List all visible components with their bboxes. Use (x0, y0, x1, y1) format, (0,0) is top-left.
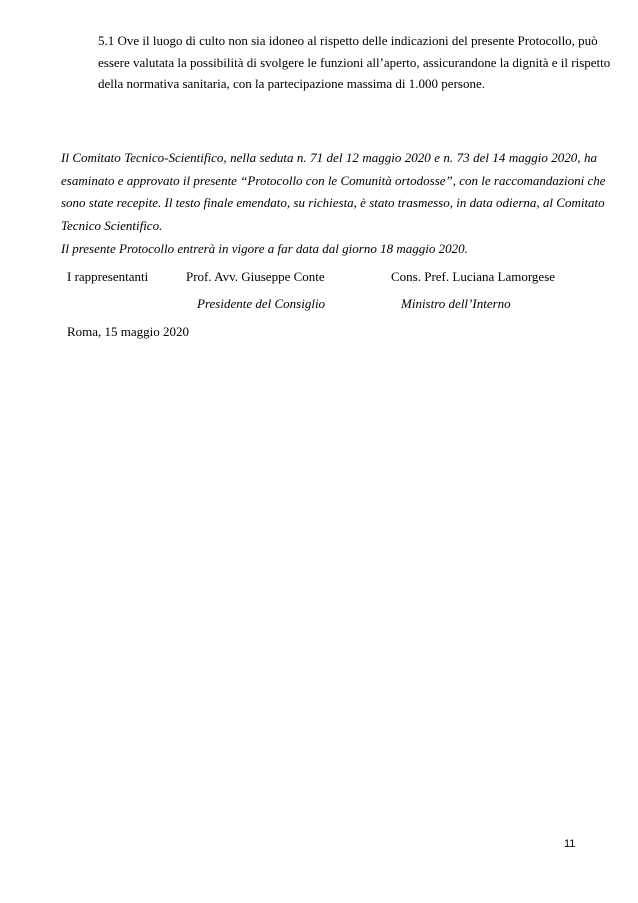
statement-line: Il Comitato Tecnico-Scientifico, nella seduta n. 71 del 12 maggio 2020 e n. 73 del 14 maggio 2020, ha (61, 150, 597, 165)
statement-line: esaminato e approvato il presente “Protocollo con le Comunità ortodosse”, con le raccomandazioni che (61, 172, 606, 188)
statement-line: sono state recepite. Il testo finale emendato, su richiesta, è stato trasmesso, in data odierna, al Comitato (61, 195, 605, 210)
committee-statement (61, 147, 606, 237)
signatory-lamorgese-name: Cons. Pref. Luciana Lamorgese (391, 269, 556, 284)
clause-line: della normativa sanitaria, con la partecipazione massima di 1.000 persone. (98, 76, 485, 91)
clause-line: essere valutata la possibilità di svolgere le funzioni all’aperto, assicurandone la dignità e il rispetto (98, 54, 611, 70)
place-and-date: Roma, 15 maggio 2020 (67, 324, 190, 339)
effective-date-paragraph: Il presente Protocollo entrerà in vigore a far data dal giorno 18 maggio 2020. (61, 241, 468, 256)
clause-5-1 (98, 30, 611, 95)
signatory-conte-name: Prof. Avv. Giuseppe Conte (186, 269, 325, 284)
representatives-label: I rappresentanti (67, 269, 149, 284)
page-number: 11 (564, 838, 576, 850)
clause-line: 5.1 Ove il luogo di culto non sia idoneo al rispetto delle indicazioni del presente Protocollo, può (98, 33, 598, 48)
signatory-conte-role: Presidente del Consiglio (197, 296, 326, 311)
signatory-lamorgese-role: Ministro dell’Interno (401, 296, 511, 311)
statement-line: Tecnico Scientifico. (61, 217, 163, 233)
